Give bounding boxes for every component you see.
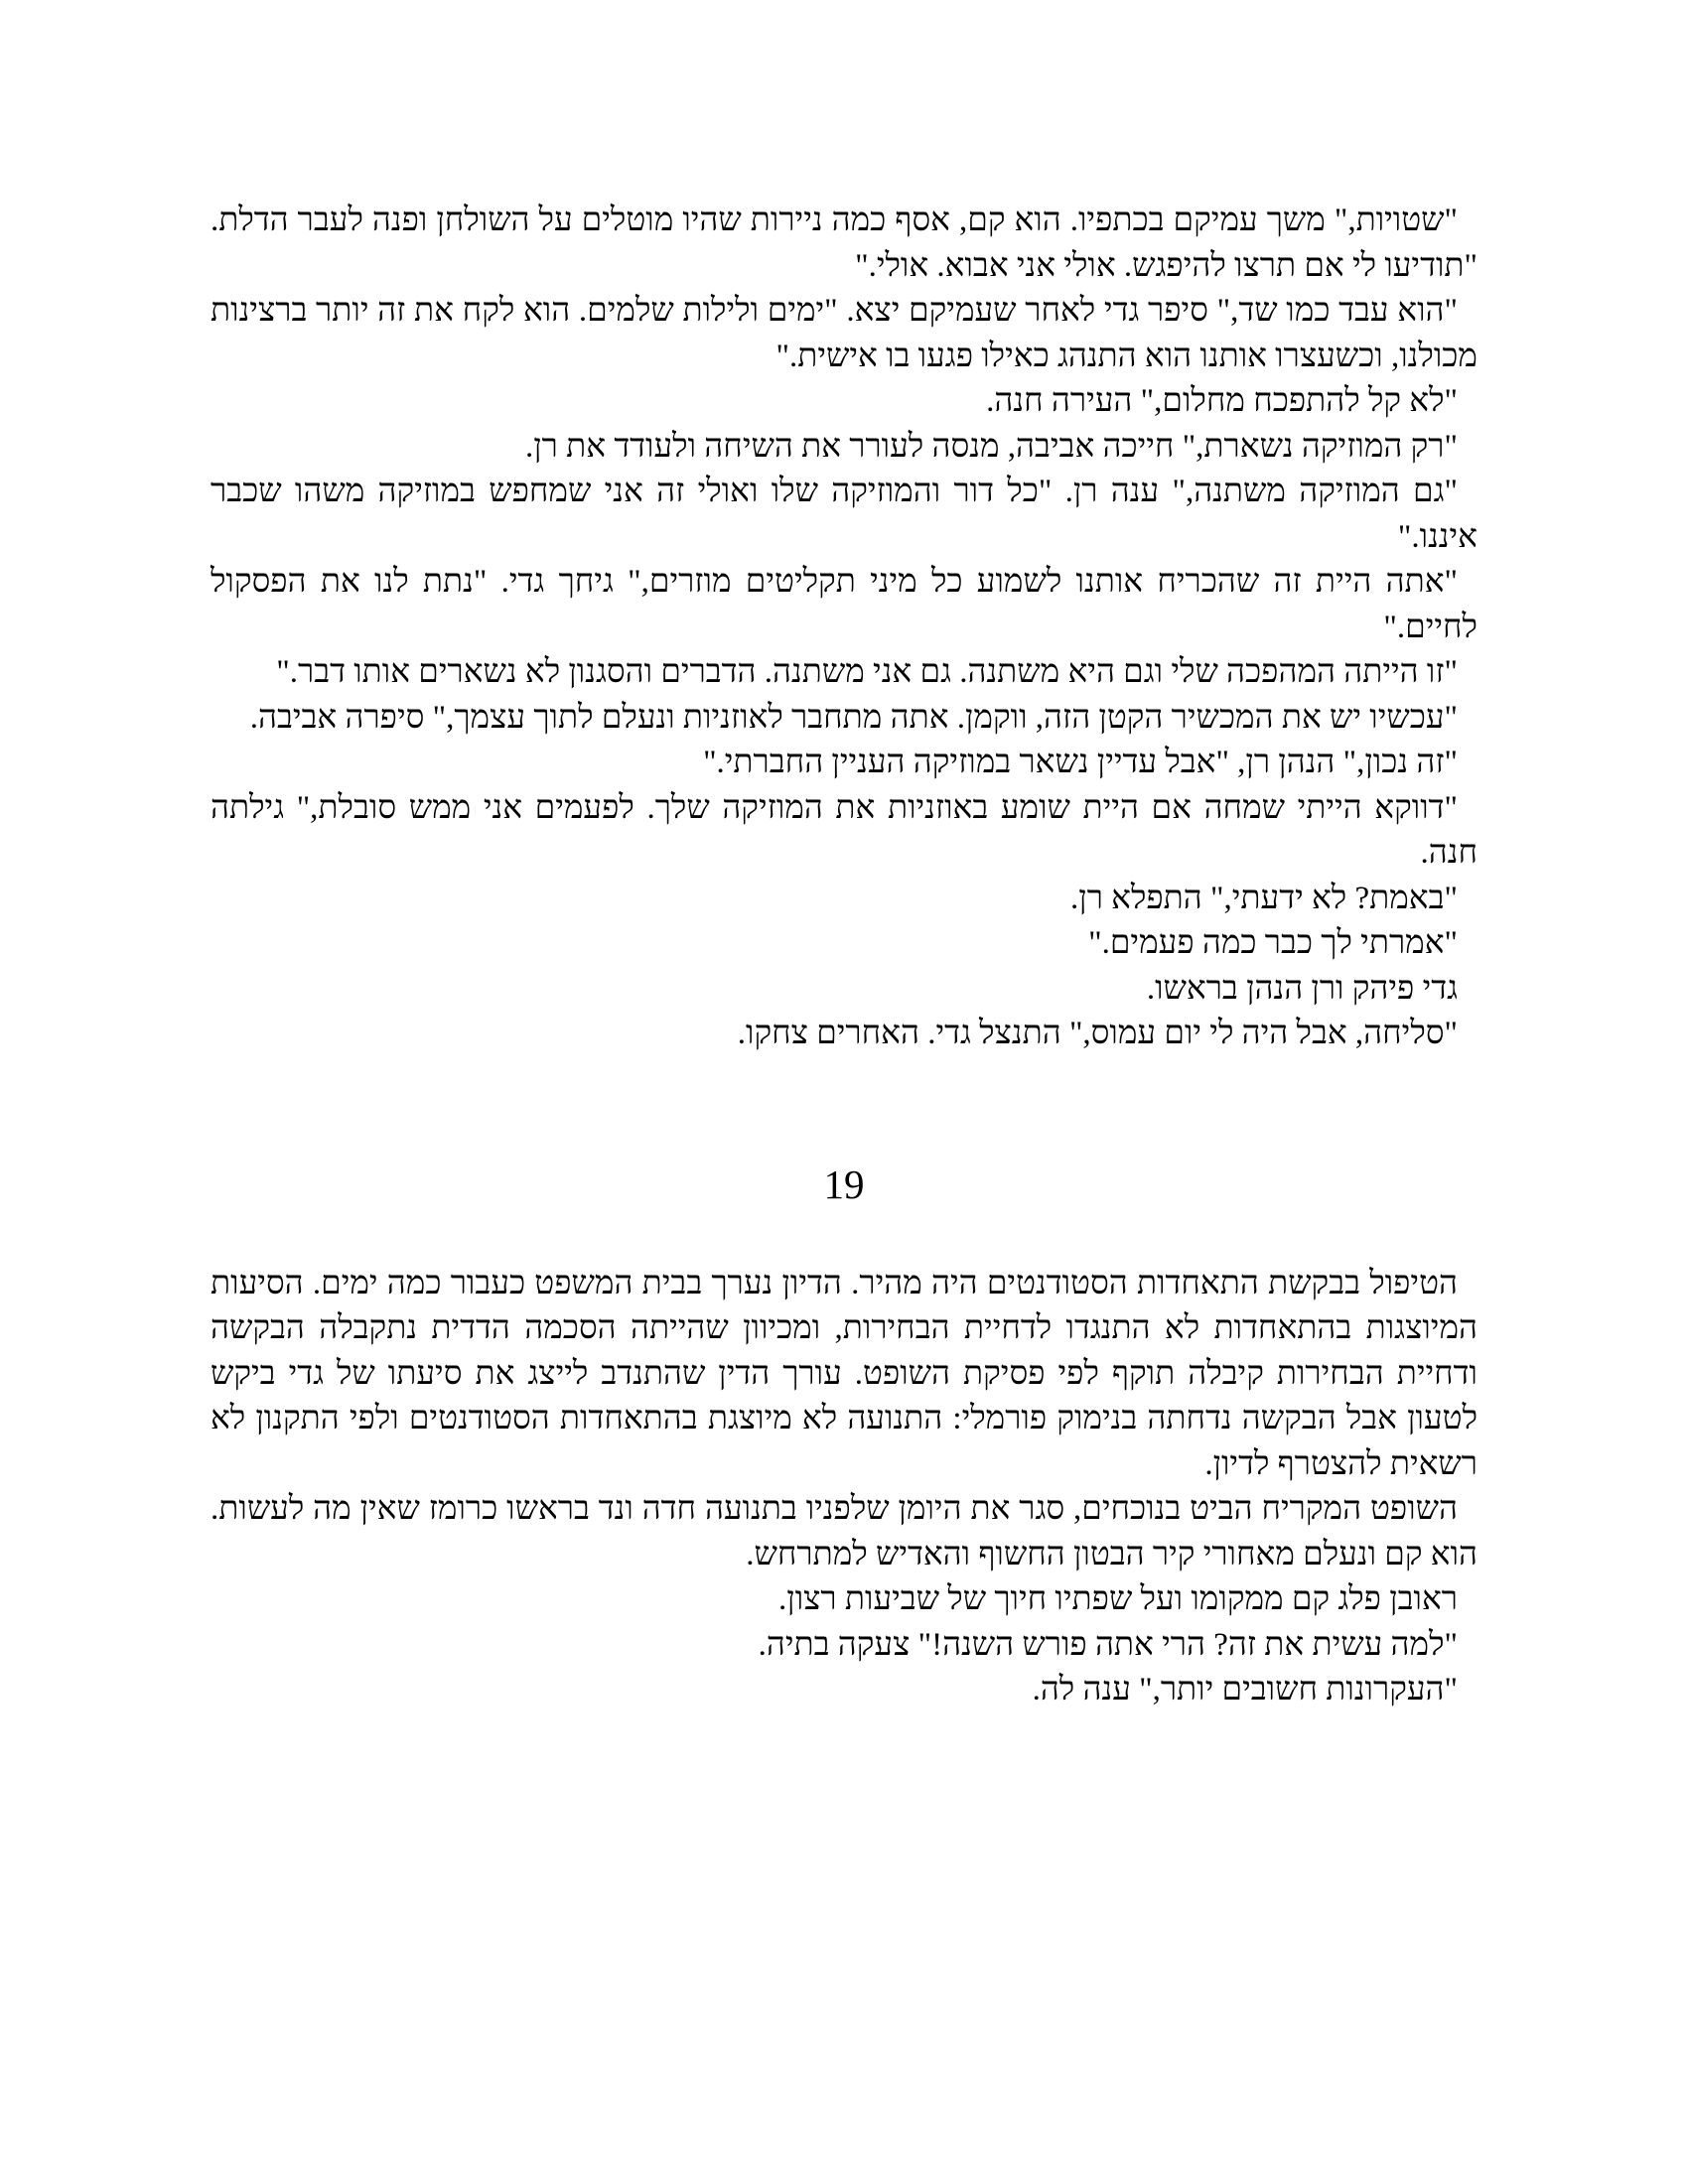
- paragraph: "אתה היית זה שהכריח אותנו לשמוע כל מיני תקליטים מוזרים," גיחך גדי. "נתת לנו את הפסקול לחיים.": [211, 564, 1477, 645]
- paragraph: השופט המקריח הביט בנוכחים, סגר את היומן שלפניו בתנועה חדה ונד בראשו כרומז שאין מה לעשות. הוא קם ונעלם מאחורי קיר הבטון החשוף והאדיש למתרחש.: [211, 1491, 1477, 1572]
- paragraph: "לא קל להתפכח מחלום," העירה חנה.: [986, 383, 1458, 419]
- paragraph: "שטויות," משך עמיקם בכתפיו. הוא קם, אסף כמה ניירות שהיו מוטלים על השולחן ופנה לעבר הדלת. "תודיעו לי אם תרצו להיפגש. אולי אני אבוא. אולי.": [211, 203, 1477, 284]
- paragraph: ראובן פלג קם ממקומו ועל שפתיו חיוך של שביעות רצון.: [778, 1581, 1458, 1617]
- chapter-19-section: [211, 1262, 1477, 1713]
- chapter-18-end-section: [211, 199, 1477, 1057]
- paragraph: "באמת? לא ידעתי," התפלא רן.: [1070, 880, 1458, 916]
- paragraph: "עכשיו יש את המכשיר הקטן הזה, ווקמן. אתה מתחבר לאוזניות ונעלם לתוך עצמך," סיפרה אביבה.: [249, 699, 1458, 736]
- document-page: [211, 199, 1477, 1713]
- paragraph: "הוא עבד כמו שד," סיפר גדי לאחר שעמיקם יצא. "ימים ולילות שלמים. הוא לקח את זה יותר ברצינות מכולנו, וכשעצרו אותנו הוא התנהג כאילו פגעו בו אישית.": [211, 293, 1477, 374]
- paragraph: "רק המוזיקה נשארת," חייכה אביבה, מנסה לעורר את השיחה ולעודד את רן.: [525, 428, 1458, 465]
- paragraph: הטיפול בבקשת התאחדות הסטודנטים היה מהיר. הדיון נערך בבית המשפט כעבור כמה ימים. הסיעות המיוצגות בהתאחדות לא התנגדו לדחיית הבחירות, ומכיוון שהייתה הסכמה הדדית נתקבלה הבקשה ודחיית הבחירות קיבלה תוקף לפי פסיקת השופט. עורך הדין שהתנדב לייצג את סיעתו של גדי ביקש לטעון אבל הבקשה נדחתה בנימוק פורמלי: התנועה לא מיוצגת בהתאחדות הסטודנטים ולפי התקנון לא רשאית להצטרף לדיון.: [211, 1265, 1477, 1482]
- paragraph: "למה עשית את זה? הרי אתה פורש השנה!" צעקה בתיה.: [758, 1626, 1458, 1663]
- paragraph: "אמרתי לך כבר כמה פעמים.": [1088, 925, 1458, 961]
- paragraph: "דווקא הייתי שמחה אם היית שומע באוזניות את המוזיקה שלך. לפעמים אני ממש סובלת," גילתה חנה.: [211, 789, 1477, 871]
- paragraph: "גם המוזיקה משתנה," ענה רן. "כל דור והמוזיקה שלו ואולי זה אני שמחפש במוזיקה משהו שכבר איננו.": [211, 474, 1477, 555]
- paragraph: "העקרונות חשובים יותר," ענה לה.: [1032, 1672, 1458, 1707]
- chapter-number: 19: [823, 1160, 865, 1207]
- paragraph: "סליחה, אבל היה לי יום עמוס," התנצל גדי. האחרים צחקו.: [737, 1016, 1458, 1051]
- paragraph: גדי פיהק ורן הנהן בראשו.: [1146, 970, 1458, 1007]
- paragraph: "זו הייתה המהפכה שלי וגם היא משתנה. גם אני משתנה. הדברים והסגנון לא נשארים אותו דבר.": [276, 654, 1458, 690]
- paragraph: "זה נכון," הנהן רן, "אבל עדיין נשאר במוזיקה העניין החברתי.": [703, 745, 1458, 780]
